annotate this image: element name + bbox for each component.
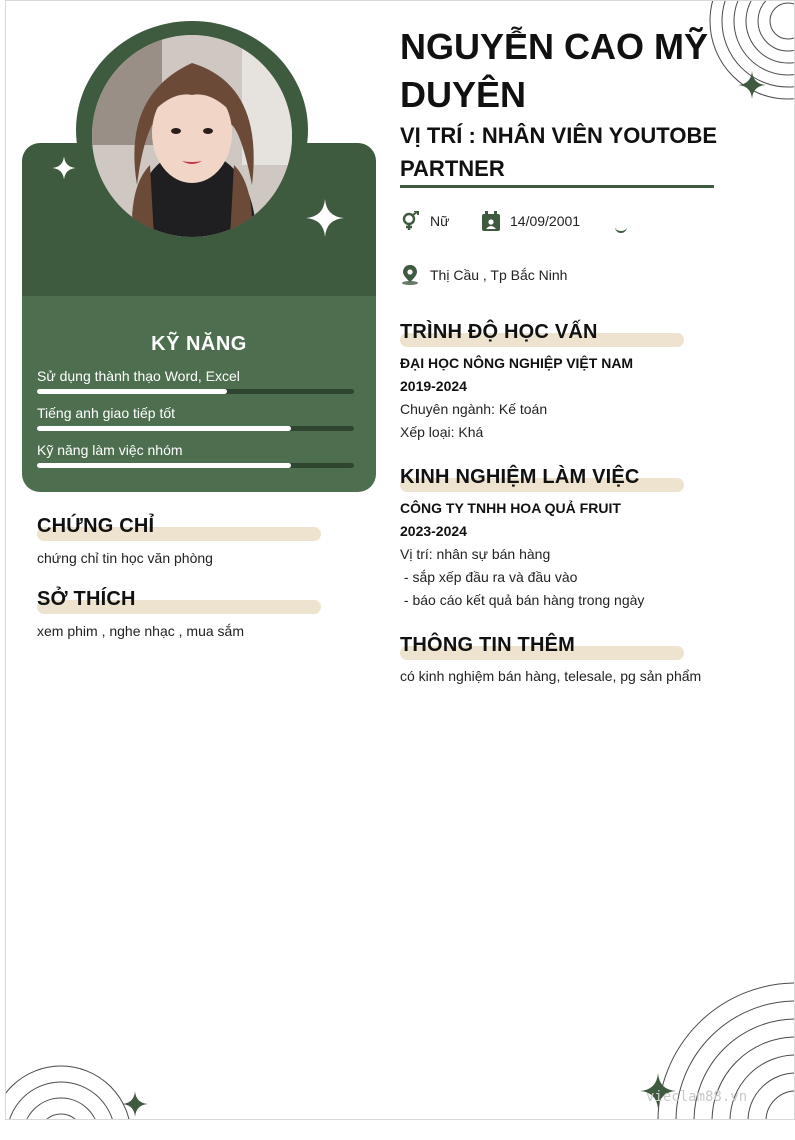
- decor-mark: [615, 227, 627, 233]
- education-grade: Xếp loại: Khá: [400, 424, 484, 440]
- hobbies-text: xem phim , nghe nhạc , mua sắm: [37, 623, 244, 639]
- candidate-name: NGUYỄN CAO MỸ DUYÊN: [400, 26, 709, 115]
- extra-info-title: THÔNG TIN THÊM: [400, 634, 576, 656]
- divider: [400, 185, 714, 188]
- avatar: [92, 35, 292, 237]
- location-icon: [400, 265, 420, 285]
- experience-company: CÔNG TY TNHH HOA QUẢ FRUIT: [400, 500, 621, 516]
- sparkle-icon: [122, 1091, 148, 1117]
- certificates-title: CHỨNG CHỈ: [37, 515, 155, 537]
- experience-duty: - báo cáo kết quả bán hàng trong ngày: [400, 592, 645, 608]
- sparkle-icon: [52, 156, 76, 180]
- avatar-photo: [92, 35, 292, 237]
- skill-label: Sử dụng thành thạo Word, Excel: [37, 368, 240, 384]
- education-school: ĐẠI HỌC NÔNG NGHIỆP VIỆT NAM: [400, 355, 634, 371]
- skill-label: Kỹ năng làm việc nhóm: [37, 442, 183, 458]
- extra-info-text: có kinh nghiệm bán hàng, telesale, pg sản phẩm: [400, 668, 702, 684]
- skill-bar-fill: [37, 389, 227, 394]
- cv-page: [5, 0, 795, 1120]
- skill-bar: [37, 389, 354, 394]
- experience-role: Vị trí: nhân sự bán hàng: [400, 546, 551, 562]
- skill-label: Tiếng anh giao tiếp tốt: [37, 405, 176, 421]
- education-years: 2019-2024: [400, 378, 467, 394]
- sparkle-icon: [306, 199, 344, 237]
- birthday-value: 14/09/2001: [510, 213, 581, 229]
- address-value: Thị Cầu , Tp Bắc Ninh: [430, 267, 568, 283]
- sparkle-icon: [738, 71, 766, 99]
- experience-years: 2023-2024: [400, 523, 467, 539]
- skill-bar: [37, 426, 354, 431]
- gender-value: Nữ: [430, 213, 450, 229]
- skill-bar: [37, 463, 354, 468]
- certificates-text: chứng chỉ tin học văn phòng: [37, 550, 213, 566]
- skills-title: KỸ NĂNG: [151, 333, 247, 355]
- hobbies-title: SỞ THÍCH: [37, 588, 136, 610]
- gender-icon: [400, 211, 420, 231]
- watermark: vieclam88.vn: [646, 1089, 748, 1105]
- education-major: Chuyên ngành: Kế toán: [400, 401, 548, 417]
- calendar-icon: [481, 211, 501, 231]
- experience-title: KINH NGHIỆM LÀM VIỆC: [400, 466, 640, 488]
- education-title: TRÌNH ĐỘ HỌC VẤN: [400, 321, 598, 343]
- position-title: VỊ TRÍ : NHÂN VIÊN YOUTOBE PARTNER: [400, 123, 718, 181]
- skill-bar-fill: [37, 426, 291, 431]
- experience-duty: - sắp xếp đầu ra và đầu vào: [400, 569, 578, 585]
- skill-bar-fill: [37, 463, 291, 468]
